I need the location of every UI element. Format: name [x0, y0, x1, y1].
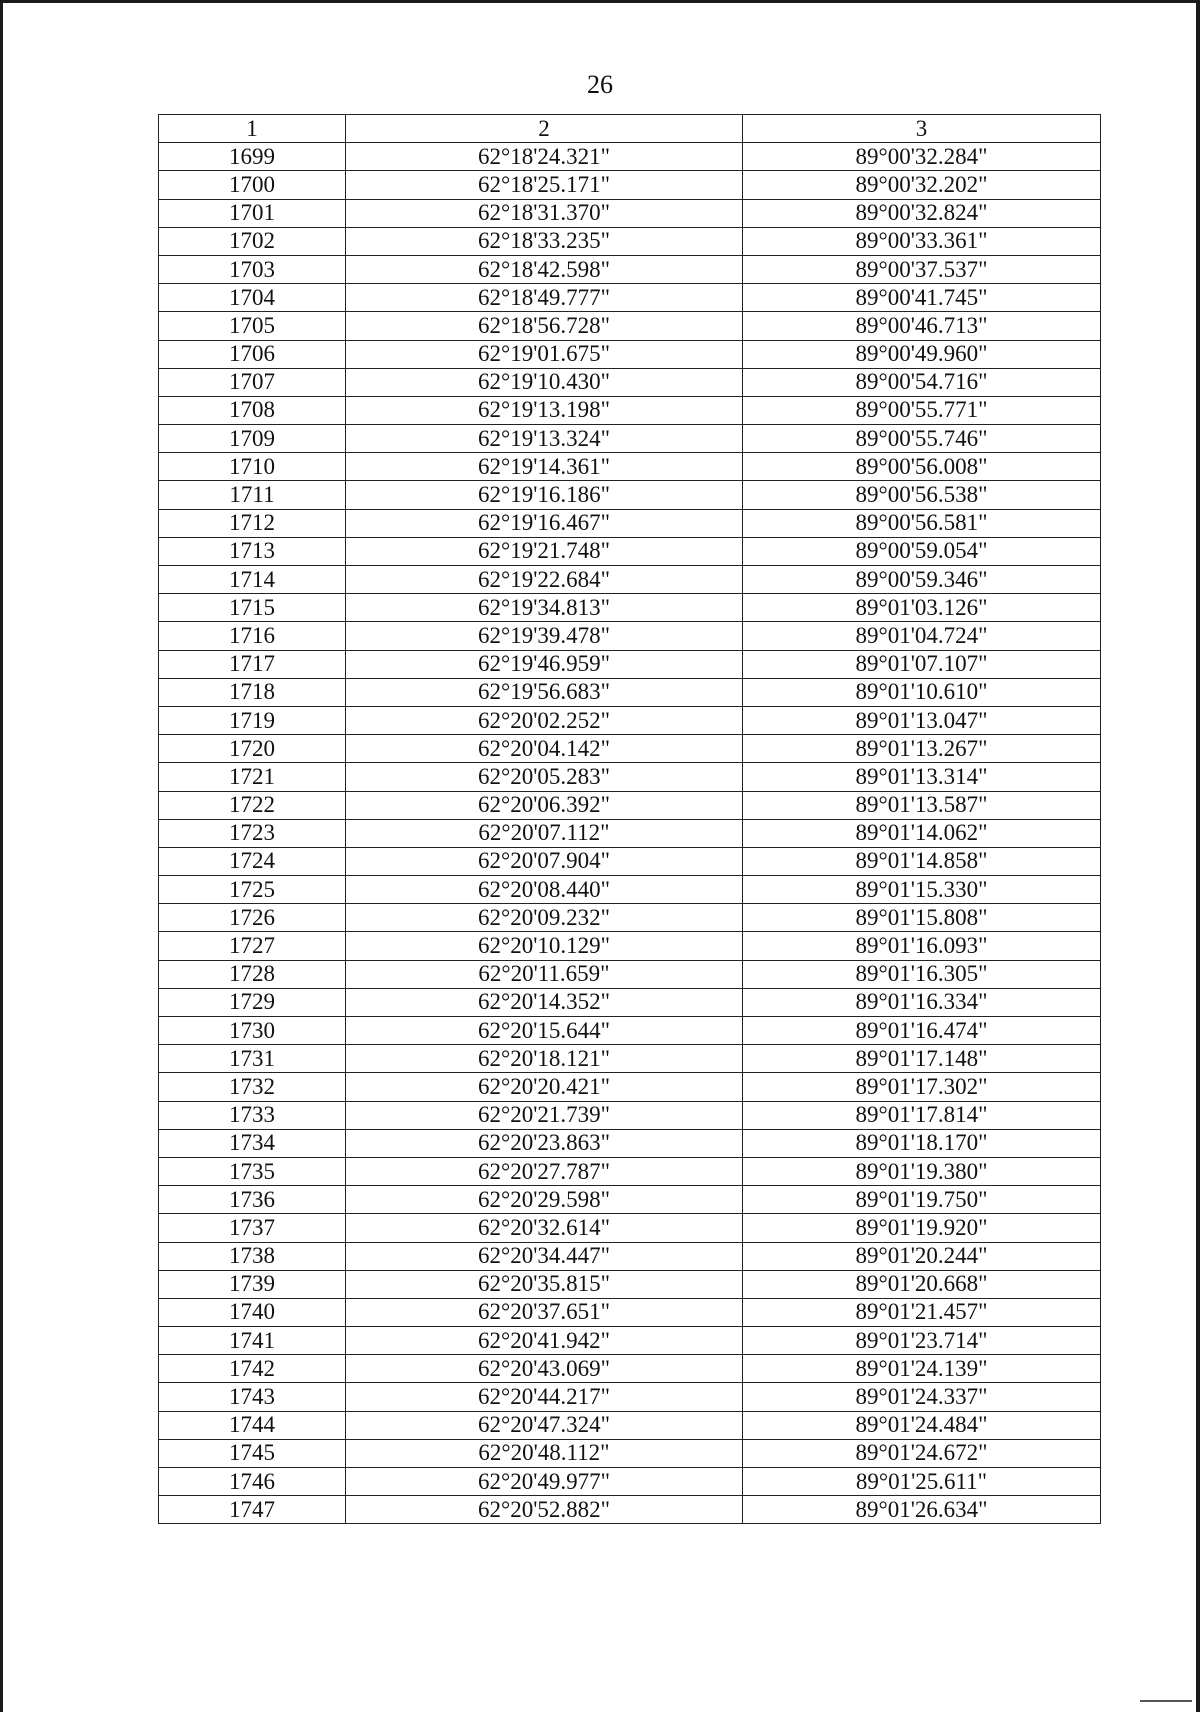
table-row	[159, 227, 1101, 255]
table-body	[159, 143, 1101, 1524]
point-number-cell: 1711	[159, 481, 346, 509]
latitude-cell: 62°20'32.614"	[346, 1214, 743, 1242]
longitude-cell: 89°01'25.611"	[743, 1468, 1101, 1496]
point-number-cell: 1730	[159, 1017, 346, 1045]
point-number-cell: 1740	[159, 1298, 346, 1326]
longitude-cell: 89°00'46.713"	[743, 312, 1101, 340]
table-row	[159, 1186, 1101, 1214]
latitude-cell: 62°18'31.370"	[346, 199, 743, 227]
table-row	[159, 1101, 1101, 1129]
latitude-cell: 62°20'52.882"	[346, 1496, 743, 1524]
table-row	[159, 1298, 1101, 1326]
scan-edge-right	[1196, 0, 1200, 1712]
table-row	[159, 255, 1101, 283]
longitude-cell: 89°00'49.960"	[743, 340, 1101, 368]
table-row	[159, 171, 1101, 199]
point-number-cell: 1747	[159, 1496, 346, 1524]
longitude-cell: 89°01'15.808"	[743, 904, 1101, 932]
latitude-cell: 62°19'13.198"	[346, 396, 743, 424]
latitude-cell: 62°20'18.121"	[346, 1045, 743, 1073]
longitude-cell: 89°01'19.750"	[743, 1186, 1101, 1214]
point-number-cell: 1736	[159, 1186, 346, 1214]
point-number-cell: 1737	[159, 1214, 346, 1242]
longitude-cell: 89°01'14.858"	[743, 847, 1101, 875]
point-number-cell: 1700	[159, 171, 346, 199]
latitude-cell: 62°20'48.112"	[346, 1439, 743, 1467]
longitude-cell: 89°01'03.126"	[743, 594, 1101, 622]
table-row	[159, 1439, 1101, 1467]
table-header-row	[159, 115, 1101, 143]
longitude-cell: 89°01'04.724"	[743, 622, 1101, 650]
table-row	[159, 1270, 1101, 1298]
latitude-cell: 62°20'23.863"	[346, 1129, 743, 1157]
table-row	[159, 284, 1101, 312]
longitude-cell: 89°01'16.093"	[743, 932, 1101, 960]
table-row	[159, 1157, 1101, 1185]
latitude-cell: 62°20'43.069"	[346, 1355, 743, 1383]
latitude-cell: 62°20'09.232"	[346, 904, 743, 932]
scan-edge-top	[0, 0, 1200, 3]
longitude-cell: 89°01'16.474"	[743, 1017, 1101, 1045]
longitude-cell: 89°01'13.314"	[743, 763, 1101, 791]
latitude-cell: 62°20'06.392"	[346, 791, 743, 819]
table-row	[159, 791, 1101, 819]
table-row	[159, 1045, 1101, 1073]
point-number-cell: 1706	[159, 340, 346, 368]
table-row	[159, 1411, 1101, 1439]
point-number-cell: 1724	[159, 847, 346, 875]
longitude-cell: 89°01'16.334"	[743, 988, 1101, 1016]
latitude-cell: 62°20'20.421"	[346, 1073, 743, 1101]
table-row	[159, 1242, 1101, 1270]
point-number-cell: 1727	[159, 932, 346, 960]
point-number-cell: 1742	[159, 1355, 346, 1383]
latitude-cell: 62°20'05.283"	[346, 763, 743, 791]
point-number-cell: 1722	[159, 791, 346, 819]
longitude-cell: 89°01'13.047"	[743, 706, 1101, 734]
point-number-cell: 1704	[159, 284, 346, 312]
longitude-cell: 89°01'24.672"	[743, 1439, 1101, 1467]
latitude-cell: 62°19'39.478"	[346, 622, 743, 650]
latitude-cell: 62°20'35.815"	[346, 1270, 743, 1298]
point-number-cell: 1745	[159, 1439, 346, 1467]
longitude-cell: 89°01'17.148"	[743, 1045, 1101, 1073]
scan-corner-mark	[1140, 1700, 1192, 1702]
longitude-cell: 89°00'55.746"	[743, 425, 1101, 453]
point-number-cell: 1729	[159, 988, 346, 1016]
point-number-cell: 1712	[159, 509, 346, 537]
table-row	[159, 932, 1101, 960]
table-row	[159, 396, 1101, 424]
point-number-cell: 1702	[159, 227, 346, 255]
point-number-cell: 1734	[159, 1129, 346, 1157]
table-row	[159, 594, 1101, 622]
table-row	[159, 763, 1101, 791]
point-number-cell: 1744	[159, 1411, 346, 1439]
longitude-cell: 89°01'21.457"	[743, 1298, 1101, 1326]
longitude-cell: 89°00'59.346"	[743, 566, 1101, 594]
point-number-cell: 1717	[159, 650, 346, 678]
latitude-cell: 62°20'21.739"	[346, 1101, 743, 1129]
longitude-cell: 89°01'14.062"	[743, 819, 1101, 847]
latitude-cell: 62°19'21.748"	[346, 537, 743, 565]
point-number-cell: 1721	[159, 763, 346, 791]
point-number-cell: 1732	[159, 1073, 346, 1101]
latitude-cell: 62°20'11.659"	[346, 960, 743, 988]
longitude-cell: 89°01'10.610"	[743, 678, 1101, 706]
point-number-cell: 1709	[159, 425, 346, 453]
longitude-cell: 89°01'26.634"	[743, 1496, 1101, 1524]
point-number-cell: 1699	[159, 143, 346, 171]
latitude-cell: 62°19'01.675"	[346, 340, 743, 368]
point-number-cell: 1705	[159, 312, 346, 340]
latitude-cell: 62°20'04.142"	[346, 735, 743, 763]
latitude-cell: 62°20'07.904"	[346, 847, 743, 875]
latitude-cell: 62°20'07.112"	[346, 819, 743, 847]
point-number-cell: 1723	[159, 819, 346, 847]
longitude-cell: 89°01'20.668"	[743, 1270, 1101, 1298]
table-row	[159, 340, 1101, 368]
table-row	[159, 199, 1101, 227]
table-row	[159, 622, 1101, 650]
table-row	[159, 1468, 1101, 1496]
point-number-cell: 1741	[159, 1327, 346, 1355]
longitude-cell: 89°00'32.284"	[743, 143, 1101, 171]
table-row	[159, 312, 1101, 340]
latitude-cell: 62°19'13.324"	[346, 425, 743, 453]
latitude-cell: 62°20'37.651"	[346, 1298, 743, 1326]
latitude-cell: 62°18'56.728"	[346, 312, 743, 340]
latitude-cell: 62°20'44.217"	[346, 1383, 743, 1411]
table-row	[159, 509, 1101, 537]
table-row	[159, 1214, 1101, 1242]
table-row	[159, 1017, 1101, 1045]
longitude-cell: 89°00'56.581"	[743, 509, 1101, 537]
table-row	[159, 425, 1101, 453]
table-row	[159, 1073, 1101, 1101]
point-number-cell: 1746	[159, 1468, 346, 1496]
point-number-cell: 1738	[159, 1242, 346, 1270]
longitude-cell: 89°01'07.107"	[743, 650, 1101, 678]
longitude-cell: 89°01'16.305"	[743, 960, 1101, 988]
latitude-cell: 62°20'47.324"	[346, 1411, 743, 1439]
latitude-cell: 62°18'49.777"	[346, 284, 743, 312]
latitude-cell: 62°18'24.321"	[346, 143, 743, 171]
longitude-cell: 89°00'59.054"	[743, 537, 1101, 565]
point-number-cell: 1710	[159, 453, 346, 481]
latitude-cell: 62°19'16.186"	[346, 481, 743, 509]
point-number-cell: 1739	[159, 1270, 346, 1298]
latitude-cell: 62°19'34.813"	[346, 594, 743, 622]
table-row	[159, 481, 1101, 509]
column-header-2: 2	[346, 115, 743, 143]
point-number-cell: 1701	[159, 199, 346, 227]
latitude-cell: 62°20'27.787"	[346, 1157, 743, 1185]
table-row	[159, 904, 1101, 932]
longitude-cell: 89°00'37.537"	[743, 255, 1101, 283]
table-row	[159, 1129, 1101, 1157]
longitude-cell: 89°01'13.267"	[743, 735, 1101, 763]
longitude-cell: 89°01'24.139"	[743, 1355, 1101, 1383]
point-number-cell: 1733	[159, 1101, 346, 1129]
table-row	[159, 706, 1101, 734]
longitude-cell: 89°00'54.716"	[743, 368, 1101, 396]
longitude-cell: 89°01'24.484"	[743, 1411, 1101, 1439]
scan-edge-left	[0, 0, 3, 1712]
column-header-3: 3	[743, 115, 1101, 143]
table-row	[159, 819, 1101, 847]
table-row	[159, 650, 1101, 678]
longitude-cell: 89°01'23.714"	[743, 1327, 1101, 1355]
point-number-cell: 1725	[159, 876, 346, 904]
table-row	[159, 537, 1101, 565]
longitude-cell: 89°01'19.380"	[743, 1157, 1101, 1185]
point-number-cell: 1716	[159, 622, 346, 650]
latitude-cell: 62°18'25.171"	[346, 171, 743, 199]
latitude-cell: 62°20'29.598"	[346, 1186, 743, 1214]
longitude-cell: 89°00'41.745"	[743, 284, 1101, 312]
table-row	[159, 453, 1101, 481]
latitude-cell: 62°18'33.235"	[346, 227, 743, 255]
latitude-cell: 62°19'16.467"	[346, 509, 743, 537]
table-row	[159, 368, 1101, 396]
longitude-cell: 89°01'24.337"	[743, 1383, 1101, 1411]
point-number-cell: 1708	[159, 396, 346, 424]
longitude-cell: 89°01'17.302"	[743, 1073, 1101, 1101]
latitude-cell: 62°19'14.361"	[346, 453, 743, 481]
point-number-cell: 1713	[159, 537, 346, 565]
table-row	[159, 847, 1101, 875]
coordinates-table	[158, 114, 1101, 1524]
latitude-cell: 62°19'56.683"	[346, 678, 743, 706]
longitude-cell: 89°01'15.330"	[743, 876, 1101, 904]
table-row	[159, 876, 1101, 904]
page-number: 26	[587, 70, 613, 99]
table-row	[159, 1355, 1101, 1383]
longitude-cell: 89°01'18.170"	[743, 1129, 1101, 1157]
point-number-cell: 1718	[159, 678, 346, 706]
longitude-cell: 89°00'55.771"	[743, 396, 1101, 424]
point-number-cell: 1720	[159, 735, 346, 763]
point-number-cell: 1707	[159, 368, 346, 396]
longitude-cell: 89°01'17.814"	[743, 1101, 1101, 1129]
point-number-cell: 1715	[159, 594, 346, 622]
latitude-cell: 62°20'15.644"	[346, 1017, 743, 1045]
table-row	[159, 143, 1101, 171]
table-row	[159, 988, 1101, 1016]
point-number-cell: 1735	[159, 1157, 346, 1185]
latitude-cell: 62°20'41.942"	[346, 1327, 743, 1355]
table-row	[159, 735, 1101, 763]
column-header-1: 1	[159, 115, 346, 143]
point-number-cell: 1728	[159, 960, 346, 988]
longitude-cell: 89°01'13.587"	[743, 791, 1101, 819]
point-number-cell: 1726	[159, 904, 346, 932]
point-number-cell: 1714	[159, 566, 346, 594]
longitude-cell: 89°01'20.244"	[743, 1242, 1101, 1270]
latitude-cell: 62°19'46.959"	[346, 650, 743, 678]
point-number-cell: 1743	[159, 1383, 346, 1411]
table-row	[159, 566, 1101, 594]
latitude-cell: 62°20'08.440"	[346, 876, 743, 904]
latitude-cell: 62°20'10.129"	[346, 932, 743, 960]
latitude-cell: 62°20'49.977"	[346, 1468, 743, 1496]
table-row	[159, 1383, 1101, 1411]
point-number-cell: 1731	[159, 1045, 346, 1073]
longitude-cell: 89°00'56.008"	[743, 453, 1101, 481]
point-number-cell: 1703	[159, 255, 346, 283]
latitude-cell: 62°18'42.598"	[346, 255, 743, 283]
latitude-cell: 62°20'02.252"	[346, 706, 743, 734]
point-number-cell: 1719	[159, 706, 346, 734]
latitude-cell: 62°20'14.352"	[346, 988, 743, 1016]
longitude-cell: 89°01'19.920"	[743, 1214, 1101, 1242]
longitude-cell: 89°00'32.824"	[743, 199, 1101, 227]
latitude-cell: 62°20'34.447"	[346, 1242, 743, 1270]
latitude-cell: 62°19'10.430"	[346, 368, 743, 396]
longitude-cell: 89°00'33.361"	[743, 227, 1101, 255]
table-row	[159, 1327, 1101, 1355]
latitude-cell: 62°19'22.684"	[346, 566, 743, 594]
table-row	[159, 678, 1101, 706]
table-row	[159, 1496, 1101, 1524]
longitude-cell: 89°00'56.538"	[743, 481, 1101, 509]
longitude-cell: 89°00'32.202"	[743, 171, 1101, 199]
table-row	[159, 960, 1101, 988]
